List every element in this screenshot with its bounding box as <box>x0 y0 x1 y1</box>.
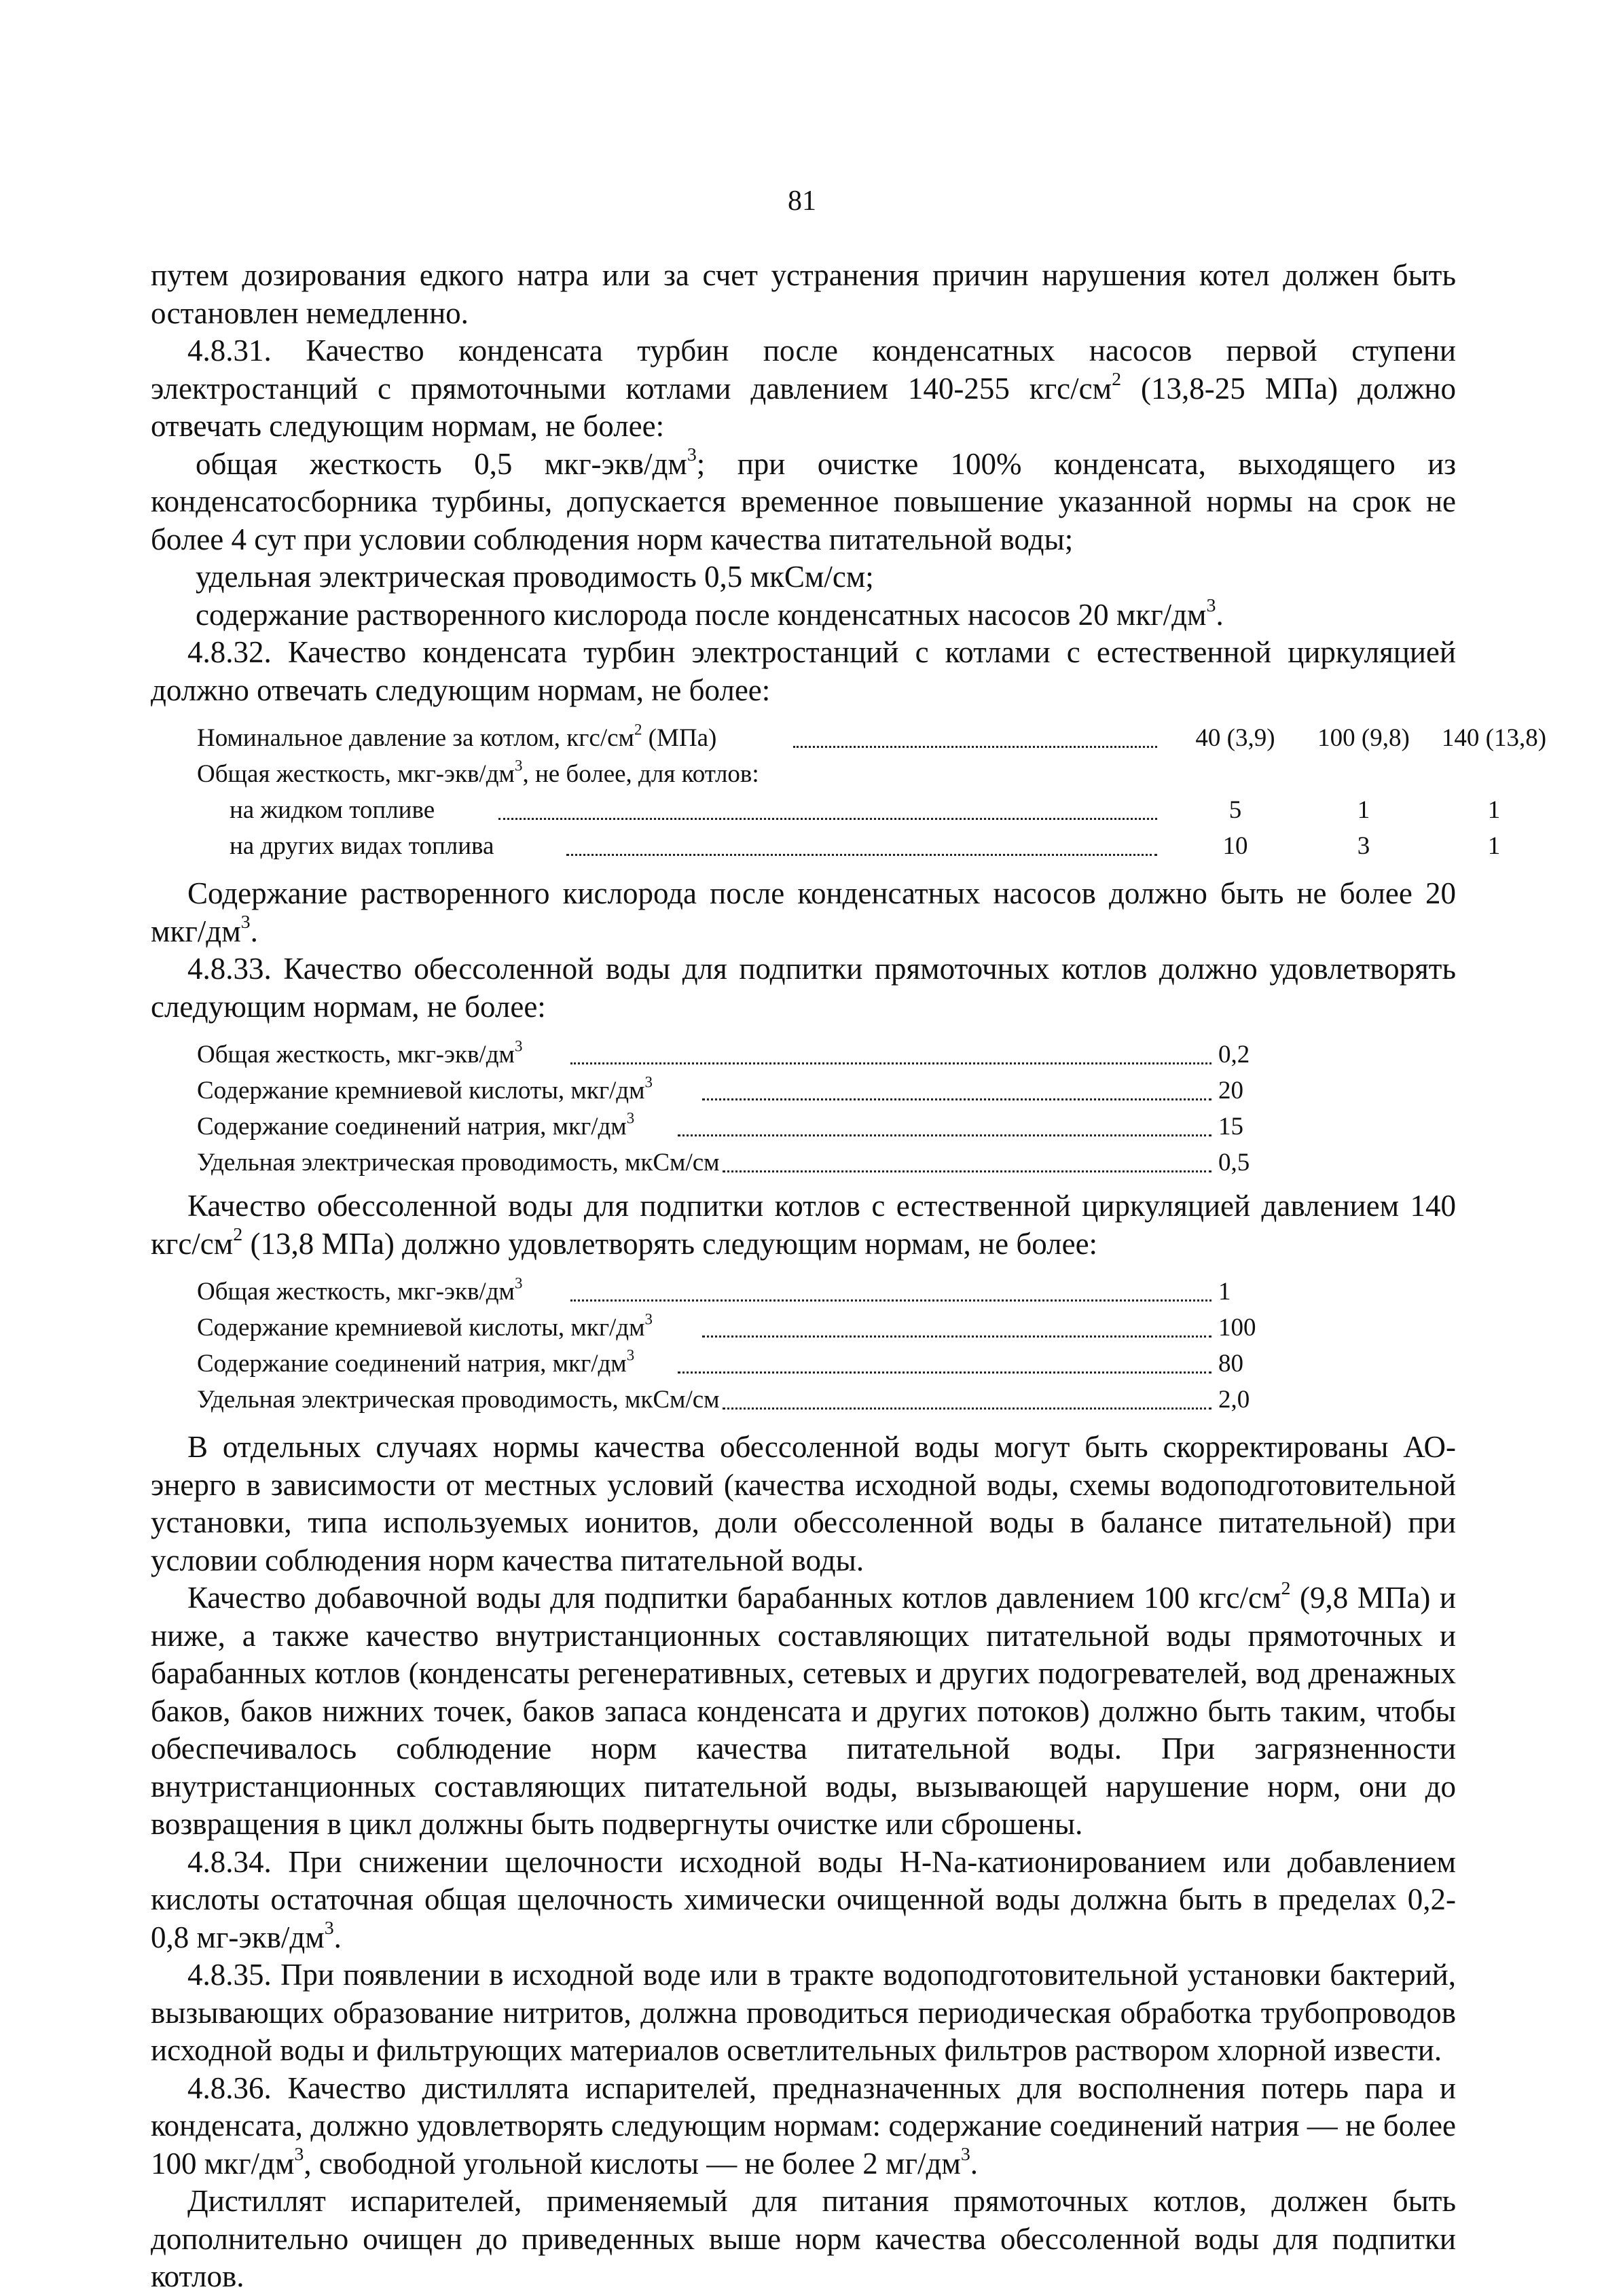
paragraph-text: (9,8 МПа) и ниже, а также качество внутристанционных составляющих питательной воды прямоточных и барабанных котлов (конденсаты регенеративных, сетевых и других подогревателей, вод дренажных баков, баков нижних точек, баков запаса конденсата и других потоков) должно быть таким, чтобы обеспечивалось соблюдение норм качества питательной воды. При загрязненности внутристанционных составляющих питательной воды, вызывающей нарушение норм, они до возвращения в цикл должны быть подвергнуты очистке или сброшены. <box>151 1581 1456 1841</box>
paragraph-continuation <box>151 257 1456 332</box>
paragraph-text: 4.8.36. Качество дистиллята испарителей, предназначенных для восполнения потерь пара и конденсата, должно удовлетворять следующим нормам: содержание соединений натрия — не более 100 мкг/дм <box>151 2070 1456 2181</box>
superscript: 3 <box>240 911 251 933</box>
paragraph-text: 4.8.35. При появлении в исходной воде или в тракте водоподготовительной установки бактерий, вызывающих образование нитритов, должна проводиться периодическая обработка трубопроводов исходной воды и фильтрующих материалов осветлительных фильтров раствором хлорной извести. <box>151 1958 1456 2067</box>
superscript: 3 <box>324 1917 334 1939</box>
norm-row <box>151 1310 1456 1346</box>
norm-label: Содержание кремниевой кислоты, мкг/$дм^3$ <box>197 1310 653 1342</box>
norm-row <box>151 1346 1456 1382</box>
paragraph-4-8-35 <box>151 1956 1456 2070</box>
paragraph-4-8-36 <box>151 2070 1456 2183</box>
norm-label: Удельная электрическая проводимость, мкСм/см <box>197 1149 720 1177</box>
pressure-col-3: 140 (13,8) <box>1441 724 1547 752</box>
superscript: 3 <box>294 2143 304 2165</box>
superscript: 2 <box>1281 1577 1291 1599</box>
row-value: 3 <box>1357 832 1370 860</box>
norm-value: 0,2 <box>1218 1041 1250 1069</box>
paragraph-hardness <box>151 446 1456 559</box>
paragraph-natural-circulation <box>151 1187 1456 1263</box>
pressure-table-header <box>151 720 1547 756</box>
dot-leader <box>723 1382 1211 1410</box>
superscript: 3 <box>687 444 697 465</box>
norm-label: Содержание кремниевой кислоты, мкг/$дм^3$ <box>197 1073 653 1105</box>
norm-row <box>151 1109 1456 1145</box>
paragraph-text: . <box>250 914 258 948</box>
pressure-col-2: 100 (9,8) <box>1317 724 1410 752</box>
paragraph-text: общая жесткость 0,5 мкг-экв/дм <box>196 446 687 481</box>
paragraph-4-8-34 <box>151 1844 1456 1957</box>
row-value: 5 <box>1228 796 1242 824</box>
norm-row <box>151 1073 1456 1109</box>
row-value: 10 <box>1222 832 1248 860</box>
paragraph-text: . <box>333 1920 342 1954</box>
paragraph-distillate <box>151 2183 1456 2296</box>
paragraph-text: 4.8.32. Качество конденсата турбин электростанций с котлами с естественной циркуляцией должно отвечать следующим нормам, не более: <box>151 635 1456 707</box>
superscript: 2 <box>233 1223 243 1245</box>
norm-label: Удельная электрическая проводимость, мкСм/см <box>197 1386 720 1414</box>
superscript: 2 <box>1112 368 1122 390</box>
paragraph-text: (13,8-25 МПа) должно отвечать следующим нормам, не более: <box>151 371 1456 443</box>
norm-label: Содержание соединений натрия, мкг/$дм^3$ <box>197 1109 635 1141</box>
row-value: 1 <box>1487 832 1501 860</box>
dot-leader <box>678 1109 1211 1136</box>
paragraph-text: . <box>970 2146 979 2181</box>
paragraph-text: (13,8 МПа) должно удовлетворять следующим нормам, не более: <box>242 1226 1098 1261</box>
superscript: 3 <box>1206 594 1216 616</box>
dot-leader <box>702 1310 1211 1338</box>
hardness-label: Общая жесткость, мкг-$экв/дм^3$, не более, для котлов: <box>197 757 759 788</box>
norm-label: Общая жесткость, мкг-$экв/дм^3$ <box>197 1037 523 1069</box>
dot-leader <box>793 720 1157 748</box>
norm-value: 80 <box>1218 1350 1243 1378</box>
paragraph-text: Содержание растворенного кислорода после конденсатных насосов должно быть не более 20 мкг/дм <box>151 876 1456 948</box>
norm-label: Содержание соединений натрия, мкг/$дм^3$ <box>197 1346 635 1378</box>
pressure-col-1: 40 (3,9) <box>1195 724 1275 752</box>
dot-leader <box>702 1073 1211 1100</box>
norm-value: 15 <box>1218 1113 1243 1141</box>
norm-value: 20 <box>1218 1077 1243 1105</box>
row-value: 1 <box>1487 796 1501 824</box>
document-body <box>151 257 1547 2296</box>
paragraph-4-8-33 <box>151 950 1456 1026</box>
paragraph-text: Дистиллят испарителей, применяемый для питания прямоточных котлов, должен быть дополнительно очищен до приведенных выше норм качества обессоленной воды для подпитки котлов. <box>151 2184 1456 2293</box>
paragraph-text: В отдельных случаях нормы качества обессоленной воды могут быть скорректированы АО-энерго в зависимости от местных условий (качества исходной воды, схемы водоподготовительной установки, типа используемых ионитов, доли обессоленной воды в балансе питательной) при условии соблюдения норм качества питательной воды. <box>151 1430 1456 1577</box>
paragraph-4-8-32 <box>151 634 1456 709</box>
superscript: 3 <box>960 2143 970 2165</box>
dot-leader <box>498 792 1157 820</box>
paragraph-oxygen <box>151 596 1456 634</box>
paragraph-text: содержание растворенного кислорода после конденсатных насосов 20 мкг/дм <box>196 597 1207 632</box>
row-value: 1 <box>1357 796 1370 824</box>
paragraph-text: Качество добавочной воды для подпитки барабанных котлов давлением 100 кгс/см <box>187 1581 1281 1615</box>
paragraph-text: 4.8.33. Качество обессоленной воды для подпитки прямоточных котлов должно удовлетворять следующим нормам, не более: <box>151 952 1456 1024</box>
paragraph-text: путем дозирования едкого натра или за счет устранения причин нарушения котел должен быть остановлен немедленно. <box>151 258 1456 330</box>
norm-row <box>151 1145 1456 1181</box>
paragraph-text: , свободной угольной кислоты — не более 2 мг/дм <box>304 2146 961 2181</box>
norms-list-natural-circulation <box>151 1274 1456 1418</box>
dot-leader <box>570 1274 1211 1302</box>
dot-leader <box>678 1346 1211 1374</box>
paragraph-ao-energo <box>151 1429 1456 1579</box>
pressure-table-hardness-row <box>151 756 1456 792</box>
row-label: на других видах топлива <box>230 832 494 860</box>
norm-row <box>151 1037 1456 1073</box>
norm-value: 100 <box>1218 1314 1256 1342</box>
pressure-table <box>151 720 1547 864</box>
norm-value: 1 <box>1218 1278 1231 1306</box>
paragraph-text: . <box>1216 597 1224 632</box>
norms-list-once-through <box>151 1037 1456 1181</box>
paragraph-oxygen-limit <box>151 875 1456 950</box>
paragraph-text: 4.8.31. Качество конденсата турбин после конденсатных насосов первой ступени электростанций с прямоточными котлами давлением 140-255 кгс/см <box>151 334 1456 406</box>
norm-value: 2,0 <box>1218 1386 1250 1414</box>
page-number: 81 <box>788 185 816 217</box>
norm-row <box>151 1382 1456 1418</box>
pressure-table-head-label: Номинальное давление за котлом, кгс/$см^2$ (МПа) <box>197 721 717 752</box>
dot-leader <box>566 828 1157 856</box>
paragraph-text: 4.8.34. При снижении щелочности исходной воды H-Na-катионированием или добавлением кислоты остаточная общая щелочность химически очищенной воды должна быть в пределах 0,2-0,8 мг-экв/дм <box>151 1844 1456 1954</box>
row-label: на жидком топливе <box>230 796 435 824</box>
paragraph-4-8-31 <box>151 332 1456 446</box>
paragraph-conductivity <box>151 558 1456 596</box>
norm-label: Общая жесткость, мкг-$экв/дм^3$ <box>197 1274 523 1306</box>
paragraph-makeup-water <box>151 1579 1456 1844</box>
dot-leader <box>723 1145 1211 1172</box>
norm-row <box>151 1274 1456 1310</box>
norm-value: 0,5 <box>1218 1149 1250 1177</box>
table-row <box>151 792 1501 828</box>
paragraph-text: удельная электрическая проводимость 0,5 мкСм/см; <box>196 560 874 594</box>
dot-leader <box>570 1037 1211 1064</box>
paragraph-text: Качество обессоленной воды для подпитки котлов с естественной циркуляцией давлением 140 кгс/см <box>151 1189 1456 1261</box>
paragraph-text: ; при очистке 100% конденсата, выходящего из конденсатосборника турбины, допускается временное повышение указанной нормы на срок не более 4 сут при условии соблюдения норм качества питательной воды; <box>151 446 1457 556</box>
table-row <box>151 828 1501 864</box>
